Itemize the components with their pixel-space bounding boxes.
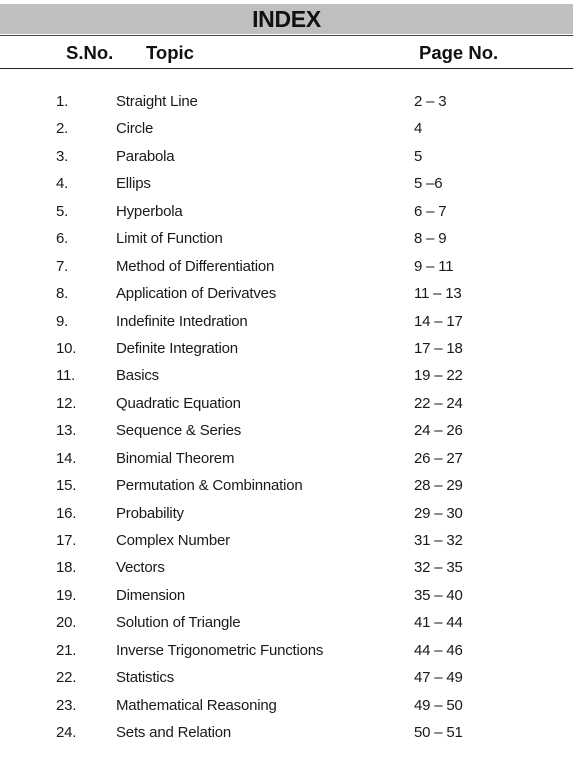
row-pages: 8 – 9 <box>414 230 447 248</box>
row-sno: 6. <box>56 230 69 248</box>
row-sno: 5. <box>56 202 69 220</box>
row-sno: 16. <box>56 504 77 522</box>
row-topic: Binomial Theorem <box>116 449 235 467</box>
index-row <box>0 308 573 335</box>
index-row <box>0 143 573 170</box>
row-pages: 41 – 44 <box>414 614 463 632</box>
index-row <box>0 335 573 362</box>
index-row <box>0 692 573 719</box>
row-topic: Limit of Function <box>116 230 223 248</box>
index-row <box>0 253 573 280</box>
row-topic: Indefinite Intedration <box>116 312 248 330</box>
column-header-page: Page No. <box>419 42 499 63</box>
row-sno: 4. <box>56 175 69 193</box>
row-topic: Circle <box>116 120 154 138</box>
row-pages: 35 – 40 <box>414 586 463 604</box>
header-bottom-rule <box>0 68 573 69</box>
row-pages: 24 – 26 <box>414 422 463 440</box>
row-pages: 32 – 35 <box>414 559 463 577</box>
index-list <box>0 88 573 747</box>
row-pages: 44 – 46 <box>414 641 463 659</box>
row-sno: 21. <box>56 641 77 659</box>
row-topic: Inverse Trigonometric Functions <box>116 641 324 659</box>
row-sno: 22. <box>56 669 77 687</box>
row-pages: 47 – 49 <box>414 669 463 687</box>
row-pages: 49 – 50 <box>414 696 463 714</box>
row-topic: Dimension <box>116 586 186 604</box>
index-row <box>0 664 573 691</box>
index-row <box>0 417 573 444</box>
row-sno: 24. <box>56 724 77 742</box>
row-sno: 18. <box>56 559 77 577</box>
row-topic: Sets and Relation <box>116 724 232 742</box>
row-sno: 9. <box>56 312 69 330</box>
row-sno: 7. <box>56 257 69 275</box>
row-sno: 14. <box>56 449 77 467</box>
row-pages: 28 – 29 <box>414 477 463 495</box>
index-row <box>0 280 573 307</box>
row-sno: 15. <box>56 477 77 495</box>
row-topic: Application of Derivatves <box>116 285 277 303</box>
row-topic: Solution of Triangle <box>116 614 241 632</box>
column-header-topic: Topic <box>146 42 194 63</box>
row-pages: 14 – 17 <box>414 312 463 330</box>
row-pages: 11 – 13 <box>414 285 462 303</box>
row-sno: 2. <box>56 120 69 138</box>
row-pages: 5 –6 <box>414 175 443 193</box>
index-row <box>0 719 573 746</box>
row-sno: 12. <box>56 394 77 412</box>
index-row <box>0 88 573 115</box>
index-row <box>0 500 573 527</box>
row-topic: Basics <box>116 367 159 385</box>
index-row <box>0 554 573 581</box>
row-topic: Ellips <box>116 175 151 193</box>
row-topic: Quadratic Equation <box>116 394 241 412</box>
row-sno: 17. <box>56 532 77 549</box>
index-row <box>0 170 573 197</box>
row-pages: 19 – 22 <box>414 367 463 385</box>
index-row <box>0 390 573 417</box>
row-sno: 19. <box>56 586 77 604</box>
index-row <box>0 582 573 609</box>
index-row <box>0 637 573 664</box>
index-row <box>0 527 573 554</box>
row-pages: 2 – 3 <box>414 93 447 110</box>
row-pages: 26 – 27 <box>414 449 463 467</box>
row-sno: 11. <box>56 367 76 385</box>
row-sno: 8. <box>56 285 69 303</box>
row-topic: Complex Number <box>116 532 230 549</box>
index-row <box>0 198 573 225</box>
row-topic: Mathematical Reasoning <box>116 696 277 714</box>
row-pages: 9 – 11 <box>414 257 454 275</box>
row-sno: 3. <box>56 147 69 165</box>
row-pages: 31 – 32 <box>414 532 463 549</box>
index-row <box>0 609 573 636</box>
row-topic: Vectors <box>116 559 165 577</box>
row-pages: 5 <box>414 147 423 165</box>
page-title: INDEX <box>252 6 321 32</box>
row-topic: Probability <box>116 504 184 522</box>
row-pages: 17 – 18 <box>414 339 463 357</box>
row-topic: Straight Line <box>116 93 198 110</box>
row-topic: Statistics <box>116 669 175 687</box>
index-row <box>0 225 573 252</box>
index-row <box>0 445 573 472</box>
row-pages: 6 – 7 <box>414 202 447 220</box>
row-topic: Parabola <box>116 147 175 165</box>
index-row <box>0 115 573 142</box>
row-sno: 1. <box>56 93 69 110</box>
row-topic: Method of Differentiation <box>116 257 275 275</box>
row-sno: 20. <box>56 614 77 632</box>
header-top-rule <box>0 35 573 36</box>
row-topic: Hyperbola <box>116 202 183 220</box>
row-pages: 4 <box>414 120 423 138</box>
row-pages: 22 – 24 <box>414 394 463 412</box>
row-pages: 50 – 51 <box>414 724 463 742</box>
row-topic: Sequence & Series <box>116 422 242 440</box>
row-topic: Permutation & Combinnation <box>116 477 303 495</box>
row-pages: 29 – 30 <box>414 504 463 522</box>
index-row <box>0 362 573 389</box>
row-sno: 23. <box>56 696 77 714</box>
column-header-sno: S.No. <box>66 42 114 63</box>
row-sno: 13. <box>56 422 77 440</box>
index-row <box>0 472 573 499</box>
row-sno: 10. <box>56 339 77 357</box>
row-topic: Definite Integration <box>116 339 238 357</box>
